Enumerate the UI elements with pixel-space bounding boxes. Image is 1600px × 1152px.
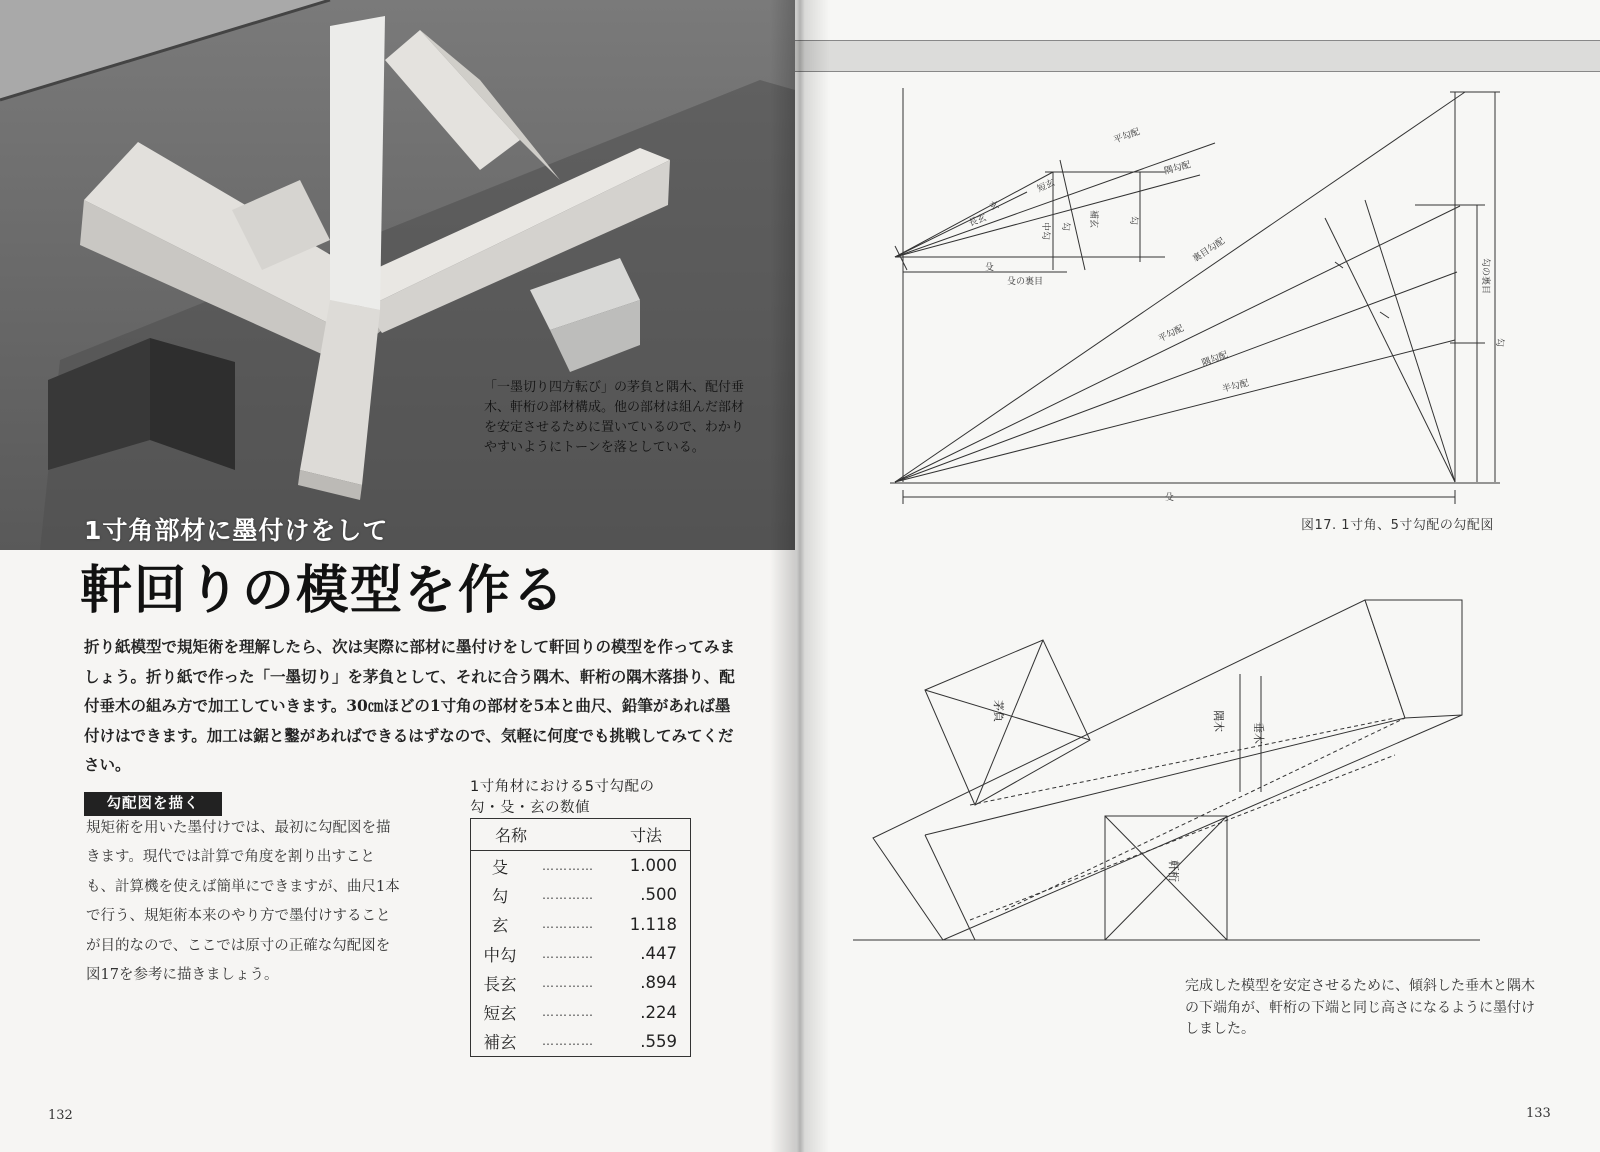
label-ko-right: 勾	[1128, 216, 1138, 226]
article-title: 軒回りの模型を作る	[80, 561, 567, 621]
label-keta: 軒桁	[1167, 860, 1180, 882]
row-name: 中勾	[483, 945, 517, 965]
row-value: 1.118	[629, 914, 677, 934]
page-number-right: 133	[1526, 1106, 1551, 1121]
table-row	[471, 851, 690, 880]
row-dots: …………	[542, 917, 594, 932]
table-row	[471, 1027, 690, 1056]
left-page	[0, 0, 795, 1152]
label-sumi: 隅勾配	[1163, 160, 1192, 177]
table-row	[471, 997, 690, 1026]
label-urame: 裏目勾配	[1191, 236, 1227, 265]
label-hogen: 補玄	[1088, 210, 1098, 229]
table-caption-line1: 1寸角材における5寸勾配の	[470, 779, 655, 795]
row-value: .894	[640, 973, 677, 993]
row-dots: …………	[542, 1005, 594, 1020]
row-dots: …………	[542, 946, 594, 961]
row-value: 1.000	[629, 856, 677, 876]
photo-caption: 「一墨切り四方転び」の茅負と隅木、配付垂木、軒桁の部材構成。他の部材は組んだ部材を安定させるために置いているので、わかりやすいようにトーンを落としている。	[484, 380, 745, 455]
table-header-value: 寸法	[629, 826, 662, 845]
table-row	[471, 880, 690, 909]
row-dots: …………	[542, 975, 594, 990]
wood-joint-photo	[0, 0, 795, 550]
label-kayaoi: 茅負	[992, 700, 1005, 722]
right-page	[795, 0, 1600, 1152]
section-body	[86, 814, 402, 990]
row-dots: …………	[542, 858, 594, 873]
article-subtitle: 1寸角部材に墨付けをして	[84, 516, 389, 545]
row-name: 殳	[491, 857, 509, 877]
label-gen: 玄	[988, 200, 1001, 213]
label-ko-small: 殳	[985, 263, 995, 273]
row-value: .224	[640, 1002, 677, 1022]
figure-caption: 図17. 1寸角、5寸勾配の勾配図	[1301, 518, 1494, 533]
intro-paragraph	[84, 632, 744, 780]
table-row	[471, 910, 690, 939]
row-dots: …………	[542, 1034, 594, 1049]
row-name: 勾	[491, 886, 509, 906]
label-hira: 平勾配	[1112, 127, 1142, 146]
label-ko-ura: 殳の裏目	[1007, 277, 1044, 287]
label-taruki: 垂木	[1252, 722, 1265, 744]
label-han: 半勾配	[1221, 378, 1250, 395]
table-caption-line2: 勾・殳・玄の数値	[470, 800, 590, 816]
model-photo	[0, 0, 795, 550]
row-name: 短玄	[483, 1004, 517, 1024]
intro-text: 折り紙模型で規矩術を理解したら、次は実際に部材に墨付けをして軒回りの模型を作ってみましょう。折り紙で作った「一墨切り」を茅負として、それに合う隅木、軒桁の隅木落掛り、配付垂木の組み方で加工していきます。30㎝ほどの1寸角の部材を5本と曲尺、鉛筆があれば墨付けはできます。加工は鋸と鑿があればできるはずなので、気軽に何度でも挑戦してみてください。	[84, 637, 736, 774]
row-dots: …………	[542, 887, 594, 902]
table-row	[471, 968, 690, 997]
label-chogen: 長玄	[967, 213, 988, 229]
label-ko-bottom: 殳	[1165, 493, 1175, 503]
label-sumi2: 隅勾配	[1200, 350, 1230, 369]
label-ko-no-urame: 勾の裏目	[1480, 258, 1490, 295]
label-hira2: 平勾配	[1156, 323, 1186, 345]
row-name: 長玄	[483, 974, 517, 994]
label-tangen: 短玄	[1036, 178, 1057, 195]
row-value: .447	[640, 944, 677, 964]
section-heading: 勾配図を描く	[84, 792, 222, 816]
model-caption: 完成した模型を安定させるために、傾斜した垂木と隅木の下端角が、軒桁の下端と同じ高さになるように墨付けしました。	[1185, 978, 1535, 1037]
table-row	[471, 939, 690, 968]
table-header	[471, 819, 690, 851]
row-name: 補玄	[483, 1033, 517, 1053]
dimension-table	[470, 818, 691, 1057]
label-ko: 勾	[1060, 222, 1070, 232]
book-gutter-shadow	[770, 0, 830, 1152]
label-chuko: 中勾	[1040, 222, 1050, 241]
row-value: .559	[640, 1031, 677, 1051]
table-header-name: 名称	[495, 826, 528, 845]
label-sumigi: 隅木	[1212, 710, 1225, 732]
label-ko-big: 勾	[1494, 338, 1504, 348]
section-body-text: 規矩術を用いた墨付けでは、最初に勾配図を描きます。現代では計算で角度を割り出すことも、計算機を使えば簡単にできますが、曲尺1本で行う、規矩術本来のやり方で墨付けすることが目的なので、ここでは原寸の正確な勾配図を図17を参考に描きましょう。	[86, 820, 400, 984]
table-caption	[470, 777, 700, 819]
row-value: .500	[640, 885, 677, 905]
row-name: 玄	[491, 916, 509, 936]
page-number-left: 132	[48, 1108, 73, 1123]
